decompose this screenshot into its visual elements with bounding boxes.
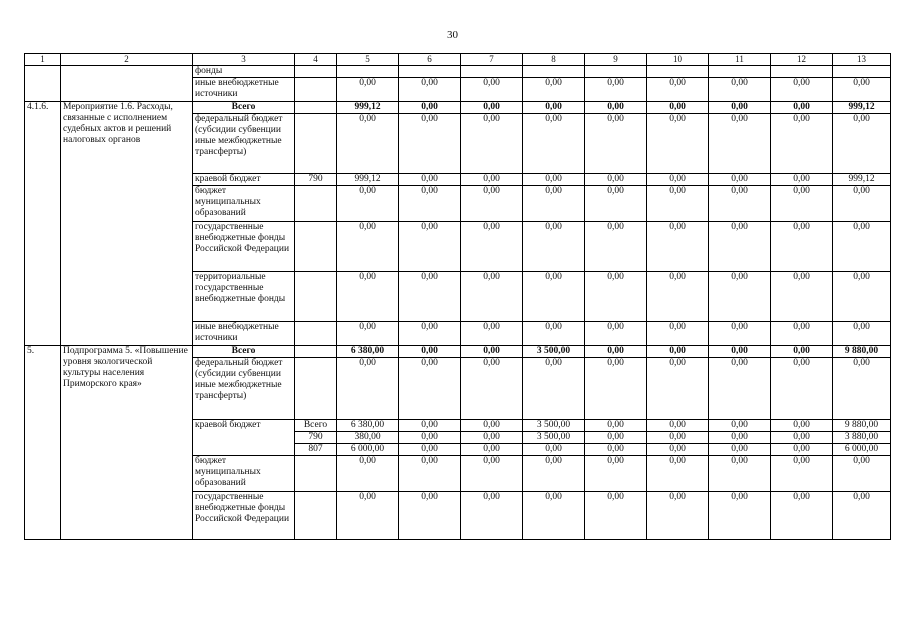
value-cell: 0,00 xyxy=(709,174,771,186)
row-number-cell: 5. xyxy=(25,346,61,540)
source-cell: государственные внебюджетные фонды Российской Федерации xyxy=(193,222,295,272)
value-cell: 0,00 xyxy=(709,186,771,222)
code-cell xyxy=(295,456,337,492)
value-cell: 0,00 xyxy=(585,272,647,322)
value-cell: 0,00 xyxy=(523,492,585,540)
value-cell: 0,00 xyxy=(647,358,709,420)
value-cell: 0,00 xyxy=(709,322,771,346)
value-cell: 0,00 xyxy=(523,78,585,102)
col-header: 7 xyxy=(461,54,523,66)
value-cell: 0,00 xyxy=(647,174,709,186)
value-cell: 0,00 xyxy=(399,272,461,322)
value-cell: 0,00 xyxy=(337,456,399,492)
value-cell: 0,00 xyxy=(833,322,891,346)
value-cell: 0,00 xyxy=(833,114,891,174)
value-cell: 0,00 xyxy=(461,492,523,540)
value-cell: 0,00 xyxy=(461,322,523,346)
value-cell: 9 880,00 xyxy=(833,346,891,358)
value-cell: 0,00 xyxy=(771,444,833,456)
value-cell: 0,00 xyxy=(585,322,647,346)
value-cell: 0,00 xyxy=(399,102,461,114)
value-cell: 0,00 xyxy=(771,272,833,322)
value-cell: 0,00 xyxy=(523,322,585,346)
col-header: 2 xyxy=(61,54,193,66)
source-cell: Всего xyxy=(193,102,295,114)
col-header: 5 xyxy=(337,54,399,66)
value-cell xyxy=(585,66,647,78)
value-cell: 0,00 xyxy=(399,174,461,186)
table-row xyxy=(25,102,891,114)
col-header: 4 xyxy=(295,54,337,66)
row-number-cell: 4.1.6. xyxy=(25,102,61,346)
value-cell: 0,00 xyxy=(399,358,461,420)
value-cell: 0,00 xyxy=(709,222,771,272)
value-cell: 0,00 xyxy=(337,322,399,346)
value-cell: 0,00 xyxy=(461,444,523,456)
value-cell: 0,00 xyxy=(647,456,709,492)
value-cell: 0,00 xyxy=(647,272,709,322)
value-cell: 0,00 xyxy=(709,492,771,540)
page-number: 30 xyxy=(447,29,458,41)
value-cell: 0,00 xyxy=(399,322,461,346)
value-cell: 0,00 xyxy=(523,272,585,322)
value-cell: 0,00 xyxy=(833,492,891,540)
value-cell: 0,00 xyxy=(523,456,585,492)
col-header: 1 xyxy=(25,54,61,66)
value-cell xyxy=(399,66,461,78)
value-cell: 0,00 xyxy=(647,432,709,444)
value-cell: 3 500,00 xyxy=(523,432,585,444)
col-header: 12 xyxy=(771,54,833,66)
value-cell: 3 500,00 xyxy=(523,346,585,358)
value-cell: 0,00 xyxy=(523,102,585,114)
table-row xyxy=(25,346,891,358)
value-cell: 0,00 xyxy=(709,78,771,102)
value-cell: 0,00 xyxy=(337,222,399,272)
code-cell xyxy=(295,114,337,174)
value-cell: 0,00 xyxy=(399,492,461,540)
source-cell: бюджет муниципальных образований xyxy=(193,186,295,222)
value-cell: 0,00 xyxy=(709,114,771,174)
value-cell: 999,12 xyxy=(337,174,399,186)
value-cell: 0,00 xyxy=(585,420,647,432)
value-cell: 0,00 xyxy=(647,186,709,222)
value-cell xyxy=(833,66,891,78)
value-cell xyxy=(709,66,771,78)
value-cell: 0,00 xyxy=(709,272,771,322)
value-cell: 0,00 xyxy=(709,358,771,420)
source-cell: краевой бюджет xyxy=(193,420,295,456)
value-cell: 0,00 xyxy=(585,222,647,272)
value-cell: 0,00 xyxy=(461,186,523,222)
budget-table xyxy=(24,53,891,540)
value-cell: 0,00 xyxy=(647,420,709,432)
value-cell: 0,00 xyxy=(833,222,891,272)
code-cell xyxy=(295,222,337,272)
source-cell: территориальные государственные внебюджетные фонды xyxy=(193,272,295,322)
value-cell: 0,00 xyxy=(585,114,647,174)
source-cell: иные внебюджетные источники xyxy=(193,322,295,346)
value-cell: 0,00 xyxy=(461,78,523,102)
header-row xyxy=(25,54,891,66)
value-cell: 6 380,00 xyxy=(337,346,399,358)
value-cell: 0,00 xyxy=(461,222,523,272)
value-cell: 0,00 xyxy=(523,222,585,272)
value-cell xyxy=(647,66,709,78)
value-cell: 0,00 xyxy=(585,78,647,102)
value-cell: 0,00 xyxy=(523,114,585,174)
value-cell: 0,00 xyxy=(461,174,523,186)
col-header: 11 xyxy=(709,54,771,66)
value-cell: 0,00 xyxy=(771,222,833,272)
source-cell: федеральный бюджет (субсидии субвенции иные межбюджетные трансферты) xyxy=(193,358,295,420)
value-cell: 0,00 xyxy=(771,322,833,346)
code-cell xyxy=(295,78,337,102)
value-cell xyxy=(523,66,585,78)
value-cell: 0,00 xyxy=(337,272,399,322)
code-cell xyxy=(295,186,337,222)
value-cell: 0,00 xyxy=(585,346,647,358)
value-cell: 0,00 xyxy=(585,358,647,420)
row-title-cell: Мероприятие 1.6. Расходы, связанные с исполнением судебных актов и решений налоговых органов xyxy=(61,102,193,346)
col-header: 10 xyxy=(647,54,709,66)
value-cell: 0,00 xyxy=(399,444,461,456)
value-cell: 0,00 xyxy=(709,102,771,114)
source-cell: государственные внебюджетные фонды Российской Федерации xyxy=(193,492,295,540)
value-cell: 0,00 xyxy=(771,114,833,174)
value-cell: 0,00 xyxy=(833,78,891,102)
value-cell: 0,00 xyxy=(771,186,833,222)
value-cell: 0,00 xyxy=(337,358,399,420)
value-cell: 0,00 xyxy=(337,492,399,540)
value-cell: 0,00 xyxy=(771,492,833,540)
value-cell: 999,12 xyxy=(833,174,891,186)
source-cell: краевой бюджет xyxy=(193,174,295,186)
code-cell xyxy=(295,492,337,540)
value-cell: 0,00 xyxy=(461,114,523,174)
value-cell: 3 880,00 xyxy=(833,432,891,444)
value-cell: 0,00 xyxy=(399,346,461,358)
col-header: 3 xyxy=(193,54,295,66)
value-cell xyxy=(337,66,399,78)
code-cell xyxy=(295,272,337,322)
value-cell: 0,00 xyxy=(523,186,585,222)
value-cell: 0,00 xyxy=(523,444,585,456)
value-cell: 0,00 xyxy=(771,358,833,420)
value-cell: 6 000,00 xyxy=(833,444,891,456)
value-cell: 0,00 xyxy=(399,114,461,174)
value-cell: 0,00 xyxy=(771,456,833,492)
value-cell xyxy=(461,66,523,78)
value-cell: 0,00 xyxy=(647,322,709,346)
value-cell: 0,00 xyxy=(461,420,523,432)
value-cell: 0,00 xyxy=(585,444,647,456)
value-cell: 0,00 xyxy=(647,492,709,540)
value-cell: 0,00 xyxy=(399,420,461,432)
value-cell: 380,00 xyxy=(337,432,399,444)
value-cell: 0,00 xyxy=(585,174,647,186)
value-cell: 0,00 xyxy=(709,420,771,432)
col-header: 6 xyxy=(399,54,461,66)
value-cell: 6 380,00 xyxy=(337,420,399,432)
value-cell: 0,00 xyxy=(771,432,833,444)
value-cell: 0,00 xyxy=(399,222,461,272)
code-cell: 790 xyxy=(295,432,337,444)
value-cell: 999,12 xyxy=(833,102,891,114)
value-cell: 0,00 xyxy=(771,420,833,432)
value-cell: 0,00 xyxy=(647,114,709,174)
row-number-cell xyxy=(25,66,61,102)
code-cell xyxy=(295,66,337,78)
value-cell: 0,00 xyxy=(399,432,461,444)
code-cell xyxy=(295,346,337,358)
code-cell xyxy=(295,322,337,346)
value-cell: 0,00 xyxy=(709,432,771,444)
code-cell xyxy=(295,102,337,114)
value-cell: 0,00 xyxy=(461,456,523,492)
source-cell: федеральный бюджет (субсидии субвенции иные межбюджетные трансферты) xyxy=(193,114,295,174)
table-row xyxy=(25,66,891,78)
value-cell: 0,00 xyxy=(771,174,833,186)
col-header: 8 xyxy=(523,54,585,66)
value-cell: 0,00 xyxy=(523,174,585,186)
code-cell: 807 xyxy=(295,444,337,456)
value-cell: 0,00 xyxy=(833,272,891,322)
value-cell: 0,00 xyxy=(461,102,523,114)
value-cell xyxy=(771,66,833,78)
value-cell: 0,00 xyxy=(709,346,771,358)
value-cell: 0,00 xyxy=(709,444,771,456)
code-cell xyxy=(295,358,337,420)
value-cell: 6 000,00 xyxy=(337,444,399,456)
value-cell: 9 880,00 xyxy=(833,420,891,432)
value-cell: 0,00 xyxy=(771,346,833,358)
value-cell: 3 500,00 xyxy=(523,420,585,432)
value-cell: 999,12 xyxy=(337,102,399,114)
value-cell: 0,00 xyxy=(461,432,523,444)
value-cell: 0,00 xyxy=(461,346,523,358)
value-cell: 0,00 xyxy=(337,114,399,174)
col-header: 13 xyxy=(833,54,891,66)
source-cell: бюджет муниципальных образований xyxy=(193,456,295,492)
code-cell: Всего xyxy=(295,420,337,432)
value-cell: 0,00 xyxy=(647,78,709,102)
value-cell: 0,00 xyxy=(461,358,523,420)
value-cell: 0,00 xyxy=(647,222,709,272)
value-cell: 0,00 xyxy=(585,492,647,540)
code-cell: 790 xyxy=(295,174,337,186)
value-cell: 0,00 xyxy=(833,186,891,222)
source-cell: фонды xyxy=(193,66,295,78)
value-cell: 0,00 xyxy=(647,102,709,114)
value-cell: 0,00 xyxy=(585,456,647,492)
value-cell: 0,00 xyxy=(833,358,891,420)
source-cell: Всего xyxy=(193,346,295,358)
row-title-cell xyxy=(61,66,193,102)
value-cell: 0,00 xyxy=(399,186,461,222)
value-cell: 0,00 xyxy=(399,456,461,492)
value-cell: 0,00 xyxy=(833,456,891,492)
col-header: 9 xyxy=(585,54,647,66)
value-cell: 0,00 xyxy=(771,102,833,114)
value-cell: 0,00 xyxy=(709,456,771,492)
value-cell: 0,00 xyxy=(647,444,709,456)
value-cell: 0,00 xyxy=(771,78,833,102)
value-cell: 0,00 xyxy=(337,186,399,222)
value-cell: 0,00 xyxy=(337,78,399,102)
source-cell: иные внебюджетные источники xyxy=(193,78,295,102)
value-cell: 0,00 xyxy=(585,432,647,444)
value-cell: 0,00 xyxy=(399,78,461,102)
value-cell: 0,00 xyxy=(523,358,585,420)
row-title-cell: Подпрограмма 5. «Повышение уровня экологической культуры населения Приморского края» xyxy=(61,346,193,540)
value-cell: 0,00 xyxy=(461,272,523,322)
value-cell: 0,00 xyxy=(647,346,709,358)
value-cell: 0,00 xyxy=(585,186,647,222)
value-cell: 0,00 xyxy=(585,102,647,114)
